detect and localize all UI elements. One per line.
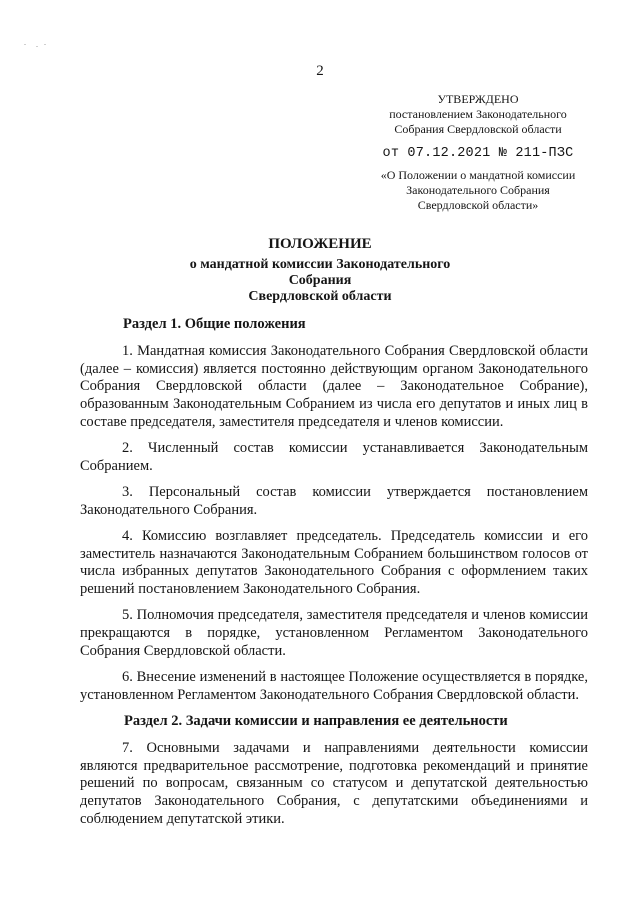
scan-speck (44, 44, 46, 45)
approval-subject-line: Свердловской области» (417, 198, 539, 212)
paragraph: 1. Мандатная комиссия Законодательного Собрания Свердловской области (далее – комиссия) является постоянно действующим органом Законодательного Собрания Свердловской области (далее – Законодательное Собрание), образованным Законодательным Собранием из числа его депутатов и иных лиц в составе председателя, заместителя председателя и членов комиссии. (80, 342, 588, 430)
document-body (80, 316, 588, 837)
approval-subject-line: «О Положении о мандатной комиссии (380, 168, 576, 182)
page-number: 2 (316, 63, 324, 79)
approval-stamp-block (370, 92, 586, 213)
section-heading: Раздел 2. Задачи комиссии и направления ее деятельности (124, 712, 508, 729)
approval-by-line: Собрания Свердловской области (394, 122, 562, 136)
subtitle-line: о мандатной комиссии Законодательного Собрания (189, 257, 451, 288)
paragraph: 5. Полномочия председателя, заместителя председателя и членов комиссии прекращаются в порядке, установленном Регламентом Законодательного Собрания Свердловской области. (80, 607, 588, 659)
approval-heading: УТВЕРЖДЕНО (437, 92, 519, 106)
approval-subject-line: Законодательного Собрания (406, 183, 550, 197)
subtitle-line: Свердловской области (248, 289, 392, 304)
paragraph: 2. Численный состав комиссии устанавливается Законодательным Собранием. (80, 440, 588, 474)
document-subtitle (165, 257, 475, 305)
section-heading: Раздел 1. Общие положения (123, 316, 306, 332)
paragraph: 4. Комиссию возглавляет председатель. Председатель комиссии и его заместитель назначаются Законодательным Собранием большинством голосов от числа избранных депутатов Законодательного Собрания с оформлением таких решений постановлением Законодательного Собрания. (80, 527, 588, 598)
document-title: ПОЛОЖЕНИЕ (268, 236, 372, 252)
registration-number: от 07.12.2021 № 211-ПЗС (382, 146, 574, 161)
scan-speck (24, 44, 26, 45)
paragraph: 7. Основными задачами и направлениями деятельности комиссии являются предварительное рассмотрение, подготовка рекомендаций и принятие решений по вопросам, связанным со статусом и депутатской деятельностью депутатов Законодательного Собрания, с депутатскими объединениями и соблюдением депутатской этики. (80, 739, 588, 827)
approval-by-line: постановлением Законодательного (389, 107, 567, 121)
paragraph: 3. Персональный состав комиссии утверждается постановлением Законодательного Собрания. (80, 483, 588, 518)
paragraph: 6. Внесение изменений в настоящее Положение осуществляется в порядке, установленном Регламентом Законодательного Собрания Свердловской области. (80, 669, 588, 703)
scan-speck (36, 46, 38, 47)
